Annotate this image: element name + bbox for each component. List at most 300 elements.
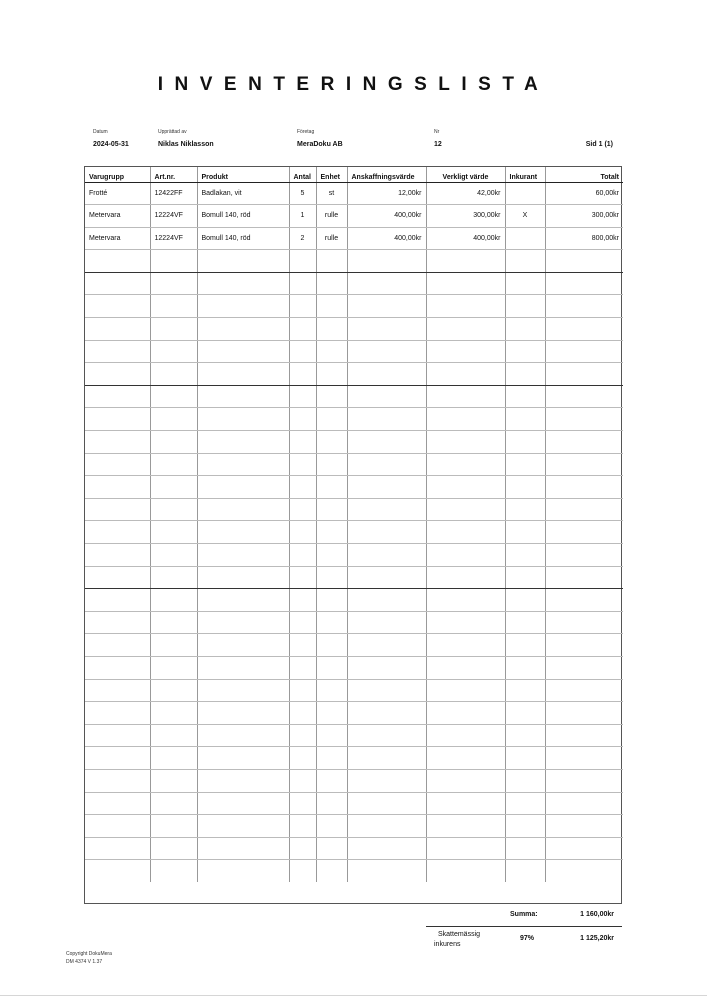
cell-anskaffningsvarde	[347, 295, 426, 318]
cell-inkurant	[505, 656, 545, 679]
cell-totalt	[545, 815, 623, 838]
nr-label: Nr	[434, 129, 440, 135]
cell-enhet	[316, 431, 347, 454]
empty-row	[85, 702, 623, 725]
cell-enhet	[316, 385, 347, 408]
cell-inkurant	[505, 634, 545, 657]
empty-row	[85, 634, 623, 657]
cell-artnr	[150, 566, 197, 589]
cell-produkt	[197, 815, 289, 838]
table-row	[85, 227, 623, 250]
cell-verkligt-varde	[426, 656, 505, 679]
skatt-percent: 97%	[520, 935, 535, 942]
cell-inkurant	[505, 340, 545, 363]
col-header-verkligt-varde: Verkligt värde	[426, 167, 505, 182]
cell-produkt: Bomull 140, röd	[197, 205, 289, 228]
cell-produkt	[197, 589, 289, 612]
cell-artnr	[150, 656, 197, 679]
cell-produkt	[197, 272, 289, 295]
cell-enhet	[316, 769, 347, 792]
cell-produkt	[197, 363, 289, 386]
cell-antal: 5	[289, 182, 316, 205]
cell-artnr	[150, 702, 197, 725]
cell-totalt	[545, 656, 623, 679]
cell-enhet	[316, 476, 347, 499]
cell-artnr: 12224VF	[150, 205, 197, 228]
cell-verkligt-varde	[426, 318, 505, 341]
cell-inkurant	[505, 837, 545, 860]
cell-varugrupp	[85, 318, 150, 341]
cell-anskaffningsvarde	[347, 566, 426, 589]
cell-totalt	[545, 318, 623, 341]
cell-antal	[289, 295, 316, 318]
cell-inkurant	[505, 227, 545, 250]
cell-inkurant	[505, 272, 545, 295]
cell-anskaffningsvarde: 400,00kr	[347, 205, 426, 228]
cell-artnr	[150, 589, 197, 612]
cell-varugrupp	[85, 385, 150, 408]
cell-produkt	[197, 250, 289, 273]
cell-anskaffningsvarde	[347, 544, 426, 567]
cell-totalt	[545, 634, 623, 657]
cell-totalt	[545, 566, 623, 589]
col-header-anskaffningsvarde: Anskaffningsvärde	[347, 167, 426, 182]
cell-enhet	[316, 544, 347, 567]
cell-totalt	[545, 860, 623, 883]
cell-produkt	[197, 634, 289, 657]
cell-varugrupp	[85, 453, 150, 476]
cell-inkurant	[505, 589, 545, 612]
empty-row	[85, 318, 623, 341]
cell-totalt	[545, 679, 623, 702]
cell-totalt	[545, 769, 623, 792]
cell-inkurant: X	[505, 205, 545, 228]
empty-row	[85, 476, 623, 499]
copyright-block	[66, 950, 112, 966]
cell-verkligt-varde	[426, 340, 505, 363]
cell-enhet	[316, 724, 347, 747]
cell-verkligt-varde	[426, 521, 505, 544]
cell-totalt	[545, 792, 623, 815]
empty-row	[85, 385, 623, 408]
cell-enhet	[316, 521, 347, 544]
page-title: INVENTERINGSLISTA	[157, 74, 550, 95]
skatt-label-line-1: Skattemässig	[438, 931, 481, 938]
cell-inkurant	[505, 702, 545, 725]
skatt-value: 1 125,20kr	[580, 935, 614, 942]
cell-anskaffningsvarde	[347, 318, 426, 341]
cell-totalt: 300,00kr	[545, 205, 623, 228]
cell-inkurant	[505, 295, 545, 318]
empty-row	[85, 544, 623, 567]
cell-antal	[289, 724, 316, 747]
foretag-label: Företag	[297, 129, 315, 135]
cell-artnr	[150, 340, 197, 363]
cell-totalt	[545, 295, 623, 318]
cell-enhet	[316, 702, 347, 725]
cell-inkurant	[505, 182, 545, 205]
empty-row	[85, 295, 623, 318]
cell-totalt	[545, 498, 623, 521]
cell-artnr	[150, 860, 197, 883]
cell-inkurant	[505, 769, 545, 792]
cell-antal	[289, 408, 316, 431]
cell-verkligt-varde	[426, 679, 505, 702]
cell-inkurant	[505, 476, 545, 499]
cell-anskaffningsvarde: 400,00kr	[347, 227, 426, 250]
cell-antal	[289, 385, 316, 408]
table-row	[85, 182, 623, 205]
col-header-totalt: Totalt	[545, 167, 623, 182]
empty-row	[85, 363, 623, 386]
cell-totalt	[545, 521, 623, 544]
cell-artnr	[150, 476, 197, 499]
empty-row	[85, 566, 623, 589]
cell-inkurant	[505, 385, 545, 408]
cell-anskaffningsvarde	[347, 724, 426, 747]
cell-artnr	[150, 837, 197, 860]
cell-anskaffningsvarde	[347, 272, 426, 295]
cell-produkt	[197, 498, 289, 521]
cell-anskaffningsvarde	[347, 476, 426, 499]
cell-anskaffningsvarde	[347, 363, 426, 386]
empty-row	[85, 340, 623, 363]
cell-verkligt-varde	[426, 769, 505, 792]
cell-produkt	[197, 679, 289, 702]
empty-row	[85, 408, 623, 431]
cell-inkurant	[505, 498, 545, 521]
cell-artnr	[150, 453, 197, 476]
cell-antal	[289, 702, 316, 725]
cell-produkt: Badlakan, vit	[197, 182, 289, 205]
cell-enhet	[316, 815, 347, 838]
col-header-varugrupp: Varugrupp	[85, 167, 150, 182]
cell-totalt	[545, 476, 623, 499]
cell-anskaffningsvarde	[347, 385, 426, 408]
cell-verkligt-varde	[426, 544, 505, 567]
cell-artnr	[150, 318, 197, 341]
cell-anskaffningsvarde	[347, 815, 426, 838]
cell-anskaffningsvarde	[347, 702, 426, 725]
cell-inkurant	[505, 679, 545, 702]
page-edge	[0, 995, 707, 996]
cell-anskaffningsvarde	[347, 769, 426, 792]
cell-varugrupp	[85, 702, 150, 725]
cell-varugrupp	[85, 792, 150, 815]
cell-produkt	[197, 385, 289, 408]
cell-antal	[289, 431, 316, 454]
empty-row	[85, 815, 623, 838]
cell-artnr	[150, 792, 197, 815]
copyright-text: Copyright DokuMera	[66, 951, 112, 957]
inventory-table-frame	[84, 166, 622, 904]
col-header-enhet: Enhet	[316, 167, 347, 182]
cell-artnr	[150, 679, 197, 702]
cell-varugrupp	[85, 521, 150, 544]
cell-artnr: 12224VF	[150, 227, 197, 250]
cell-enhet	[316, 453, 347, 476]
cell-produkt	[197, 724, 289, 747]
cell-enhet	[316, 272, 347, 295]
cell-anskaffningsvarde	[347, 521, 426, 544]
cell-artnr	[150, 724, 197, 747]
cell-enhet: st	[316, 182, 347, 205]
cell-artnr	[150, 431, 197, 454]
cell-antal	[289, 318, 316, 341]
cell-varugrupp: Frotté	[85, 182, 150, 205]
empty-row	[85, 860, 623, 883]
cell-artnr	[150, 272, 197, 295]
cell-varugrupp	[85, 431, 150, 454]
cell-verkligt-varde	[426, 476, 505, 499]
cell-artnr	[150, 544, 197, 567]
cell-enhet	[316, 498, 347, 521]
cell-enhet	[316, 408, 347, 431]
cell-totalt	[545, 453, 623, 476]
cell-varugrupp	[85, 815, 150, 838]
cell-inkurant	[505, 566, 545, 589]
cell-antal	[289, 634, 316, 657]
cell-totalt	[545, 385, 623, 408]
cell-produkt	[197, 611, 289, 634]
cell-produkt	[197, 408, 289, 431]
empty-row	[85, 837, 623, 860]
cell-artnr	[150, 747, 197, 770]
table-body	[85, 182, 623, 882]
cell-antal	[289, 747, 316, 770]
cell-varugrupp	[85, 837, 150, 860]
cell-artnr	[150, 769, 197, 792]
cell-antal	[289, 679, 316, 702]
cell-enhet	[316, 589, 347, 612]
cell-artnr: 12422FF	[150, 182, 197, 205]
cell-verkligt-varde	[426, 498, 505, 521]
cell-produkt	[197, 566, 289, 589]
cell-enhet	[316, 860, 347, 883]
summa-label: Summa:	[510, 911, 538, 918]
cell-artnr	[150, 521, 197, 544]
cell-anskaffningsvarde	[347, 860, 426, 883]
cell-verkligt-varde	[426, 453, 505, 476]
cell-antal	[289, 860, 316, 883]
cell-varugrupp	[85, 769, 150, 792]
cell-varugrupp: Metervara	[85, 205, 150, 228]
cell-produkt	[197, 860, 289, 883]
cell-antal	[289, 792, 316, 815]
version-text: DM 4374 V 1.37	[66, 959, 103, 965]
cell-antal	[289, 815, 316, 838]
cell-antal	[289, 611, 316, 634]
cell-produkt	[197, 656, 289, 679]
cell-verkligt-varde	[426, 724, 505, 747]
empty-row	[85, 724, 623, 747]
cell-antal	[289, 656, 316, 679]
cell-enhet	[316, 363, 347, 386]
cell-anskaffningsvarde	[347, 498, 426, 521]
cell-artnr	[150, 815, 197, 838]
cell-produkt	[197, 521, 289, 544]
cell-verkligt-varde	[426, 363, 505, 386]
cell-totalt	[545, 589, 623, 612]
cell-inkurant	[505, 521, 545, 544]
cell-enhet	[316, 747, 347, 770]
cell-antal	[289, 544, 316, 567]
cell-totalt: 800,00kr	[545, 227, 623, 250]
cell-varugrupp	[85, 363, 150, 386]
cell-artnr	[150, 250, 197, 273]
cell-verkligt-varde	[426, 837, 505, 860]
cell-totalt	[545, 272, 623, 295]
cell-anskaffningsvarde	[347, 792, 426, 815]
empty-row	[85, 431, 623, 454]
cell-inkurant	[505, 747, 545, 770]
cell-antal	[289, 250, 316, 273]
col-header-inkurant: Inkurant	[505, 167, 545, 182]
cell-totalt	[545, 611, 623, 634]
cell-produkt	[197, 792, 289, 815]
skatt-label	[434, 930, 494, 950]
cell-varugrupp	[85, 724, 150, 747]
cell-verkligt-varde: 300,00kr	[426, 205, 505, 228]
cell-enhet	[316, 340, 347, 363]
cell-totalt	[545, 250, 623, 273]
col-header-antal: Antal	[289, 167, 316, 182]
cell-antal	[289, 340, 316, 363]
cell-produkt	[197, 340, 289, 363]
cell-totalt	[545, 544, 623, 567]
cell-verkligt-varde	[426, 566, 505, 589]
cell-antal	[289, 521, 316, 544]
cell-varugrupp	[85, 408, 150, 431]
cell-varugrupp	[85, 295, 150, 318]
cell-varugrupp	[85, 747, 150, 770]
cell-antal: 2	[289, 227, 316, 250]
datum-label: Datum	[93, 129, 108, 135]
cell-inkurant	[505, 250, 545, 273]
empty-row	[85, 453, 623, 476]
foretag-value: MeraDoku AB	[297, 141, 343, 148]
cell-enhet	[316, 566, 347, 589]
cell-varugrupp: Metervara	[85, 227, 150, 250]
cell-totalt	[545, 724, 623, 747]
cell-enhet	[316, 611, 347, 634]
cell-verkligt-varde	[426, 431, 505, 454]
cell-varugrupp	[85, 250, 150, 273]
cell-artnr	[150, 408, 197, 431]
cell-enhet	[316, 792, 347, 815]
cell-anskaffningsvarde	[347, 634, 426, 657]
cell-enhet	[316, 656, 347, 679]
cell-enhet	[316, 250, 347, 273]
cell-verkligt-varde	[426, 747, 505, 770]
cell-inkurant	[505, 792, 545, 815]
cell-produkt	[197, 544, 289, 567]
cell-verkligt-varde: 400,00kr	[426, 227, 505, 250]
empty-row	[85, 521, 623, 544]
cell-enhet: rulle	[316, 205, 347, 228]
cell-verkligt-varde	[426, 815, 505, 838]
cell-varugrupp	[85, 272, 150, 295]
cell-varugrupp	[85, 860, 150, 883]
cell-inkurant	[505, 724, 545, 747]
table-header-row	[85, 167, 623, 182]
cell-totalt: 60,00kr	[545, 182, 623, 205]
summary-divider	[426, 926, 622, 927]
cell-varugrupp	[85, 340, 150, 363]
cell-inkurant	[505, 611, 545, 634]
empty-row	[85, 272, 623, 295]
cell-antal	[289, 453, 316, 476]
cell-anskaffningsvarde	[347, 656, 426, 679]
upprattad-label: Upprättad av	[158, 129, 187, 135]
cell-inkurant	[505, 408, 545, 431]
cell-varugrupp	[85, 544, 150, 567]
empty-row	[85, 679, 623, 702]
cell-inkurant	[505, 453, 545, 476]
cell-totalt	[545, 408, 623, 431]
upprattad-value: Niklas Niklasson	[158, 141, 214, 148]
cell-inkurant	[505, 544, 545, 567]
cell-inkurant	[505, 860, 545, 883]
cell-produkt: Bomull 140, röd	[197, 227, 289, 250]
cell-verkligt-varde	[426, 792, 505, 815]
cell-produkt	[197, 453, 289, 476]
cell-verkligt-varde	[426, 295, 505, 318]
cell-produkt	[197, 295, 289, 318]
cell-produkt	[197, 318, 289, 341]
cell-antal	[289, 589, 316, 612]
col-header-artnr: Art.nr.	[150, 167, 197, 182]
cell-enhet	[316, 679, 347, 702]
cell-anskaffningsvarde	[347, 431, 426, 454]
empty-row	[85, 498, 623, 521]
cell-anskaffningsvarde	[347, 747, 426, 770]
table-row	[85, 205, 623, 228]
cell-artnr	[150, 498, 197, 521]
cell-anskaffningsvarde	[347, 340, 426, 363]
nr-value: 12	[434, 141, 442, 148]
cell-verkligt-varde	[426, 408, 505, 431]
empty-row	[85, 769, 623, 792]
cell-varugrupp	[85, 611, 150, 634]
cell-anskaffningsvarde	[347, 453, 426, 476]
cell-produkt	[197, 431, 289, 454]
empty-row	[85, 611, 623, 634]
cell-verkligt-varde	[426, 589, 505, 612]
empty-row	[85, 250, 623, 273]
cell-verkligt-varde	[426, 611, 505, 634]
empty-row	[85, 747, 623, 770]
datum-value: 2024-05-31	[93, 141, 129, 148]
cell-verkligt-varde	[426, 702, 505, 725]
cell-totalt	[545, 837, 623, 860]
cell-verkligt-varde: 42,00kr	[426, 182, 505, 205]
cell-produkt	[197, 476, 289, 499]
cell-varugrupp	[85, 679, 150, 702]
cell-antal	[289, 363, 316, 386]
empty-row	[85, 589, 623, 612]
cell-antal	[289, 272, 316, 295]
cell-antal	[289, 498, 316, 521]
col-header-produkt: Produkt	[197, 167, 289, 182]
inventory-table	[85, 167, 623, 882]
cell-anskaffningsvarde	[347, 611, 426, 634]
cell-enhet	[316, 634, 347, 657]
cell-varugrupp	[85, 634, 150, 657]
cell-artnr	[150, 295, 197, 318]
cell-antal	[289, 769, 316, 792]
cell-verkligt-varde	[426, 250, 505, 273]
